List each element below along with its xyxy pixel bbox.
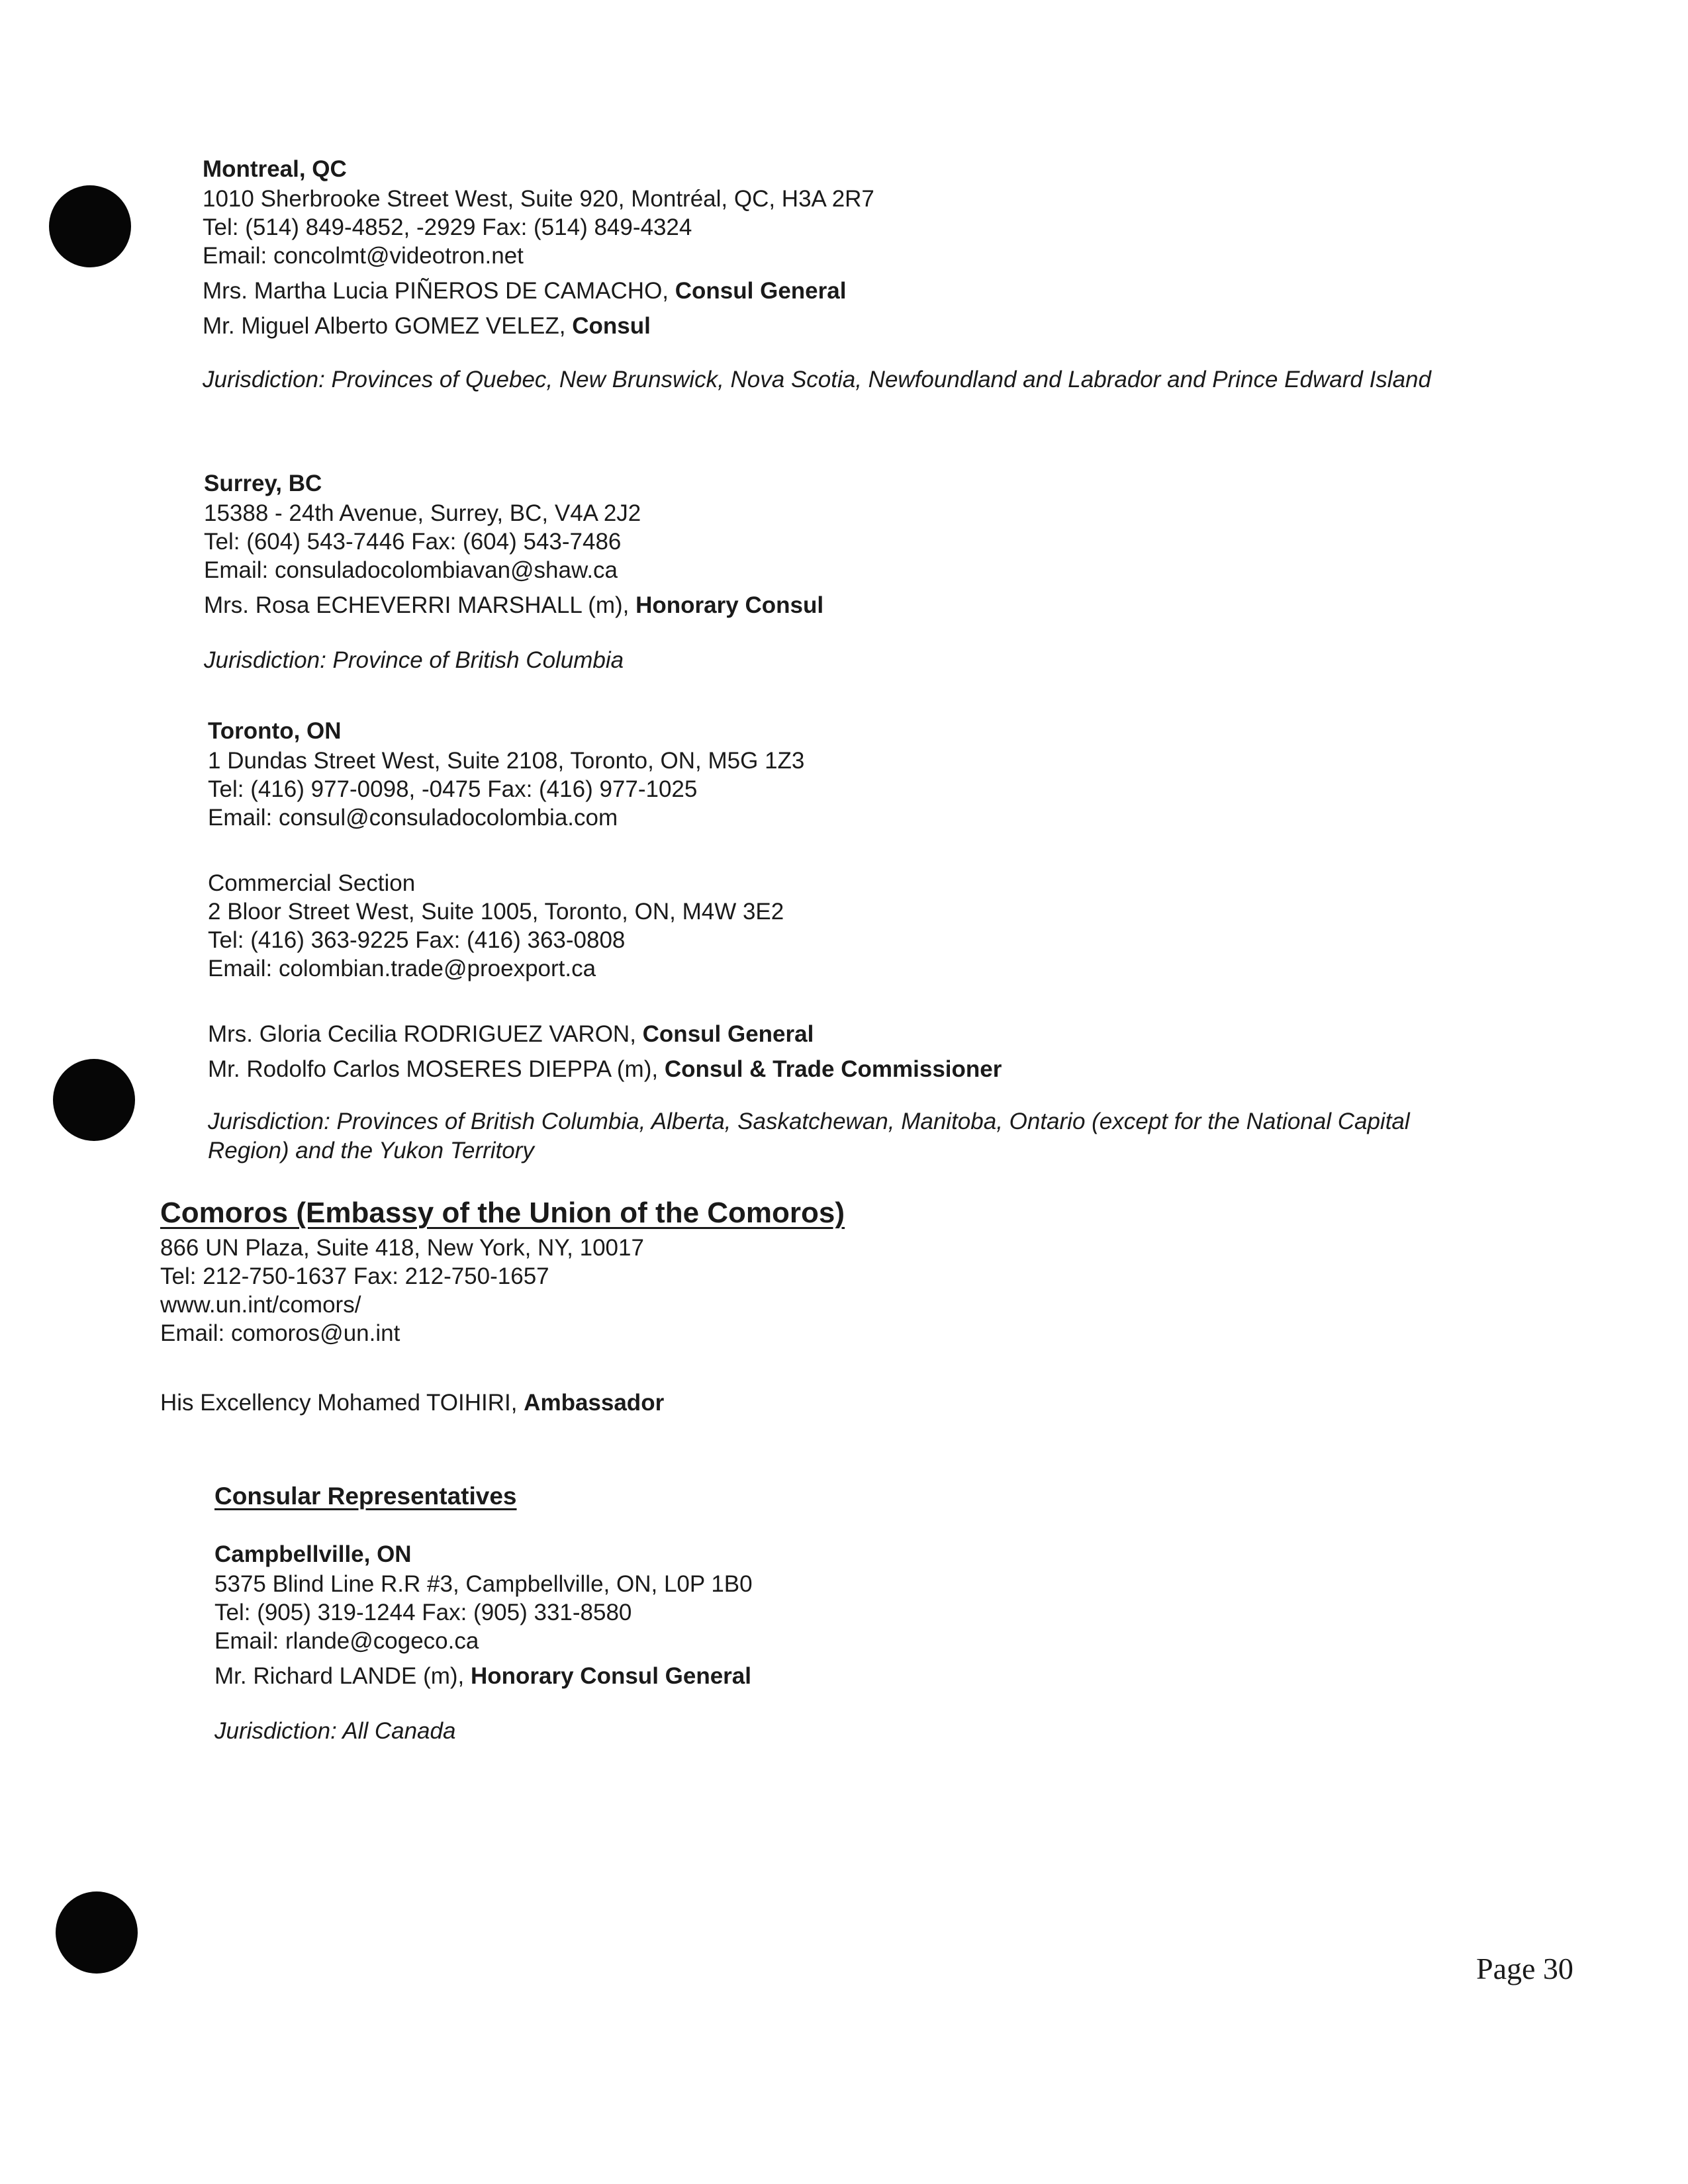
punch-hole-top: [49, 185, 131, 267]
commercial-email: Email: colombian.trade@proexport.ca: [208, 956, 596, 981]
consular-representatives: [214, 1481, 753, 1746]
consulate-surrey: [204, 469, 823, 675]
country-comoros: [160, 1195, 845, 1417]
page-number: Page 30: [1476, 1952, 1573, 1985]
email: Email: comoros@un.int: [160, 1320, 400, 1346]
official-name: Mr. Richard LANDE (m),: [214, 1663, 471, 1689]
commercial-phone-fax: Tel: (416) 363-9225 Fax: (416) 363-0808: [208, 927, 626, 953]
address: 1 Dundas Street West, Suite 2108, Toronto, ON, M5G 1Z3: [208, 748, 805, 774]
official-title: Consul General: [675, 278, 847, 304]
country-heading: Comoros (Embassy of the Union of the Comoros): [160, 1197, 845, 1229]
ambassador-row: [160, 1388, 845, 1417]
section-heading: Consular Representatives: [214, 1482, 517, 1510]
official-title: Consul: [572, 313, 651, 339]
address: 15388 - 24th Avenue, Surrey, BC, V4A 2J2: [204, 500, 641, 526]
city-heading: Toronto, ON: [208, 718, 342, 744]
official-row: [208, 1020, 1410, 1048]
official-title: Honorary Consul: [635, 592, 824, 618]
official-row: [214, 1662, 753, 1690]
address: 866 UN Plaza, Suite 418, New York, NY, 10017: [160, 1235, 644, 1261]
official-name: Mr. Miguel Alberto GOMEZ VELEZ,: [203, 313, 573, 339]
phone-fax: Tel: (604) 543-7446 Fax: (604) 543-7486: [204, 529, 622, 555]
jurisdiction-line-1: Jurisdiction: Provinces of British Columbia, Alberta, Saskatchewan, Manitoba, Ontario (except for the National Capital: [208, 1109, 1410, 1134]
official-row: [203, 277, 1431, 305]
official-title: Consul & Trade Commissioner: [664, 1056, 1002, 1082]
jurisdiction: Jurisdiction: Provinces of Quebec, New Brunswick, Nova Scotia, Newfoundland and Labrador and Prince Edward Island: [203, 367, 1431, 392]
city-heading: Surrey, BC: [204, 471, 322, 496]
email: Email: consul@consuladocolombia.com: [208, 805, 618, 831]
official-row: [203, 312, 1431, 340]
ambassador-title: Ambassador: [524, 1390, 665, 1416]
ambassador-name: His Excellency Mohamed TOIHIRI,: [160, 1390, 524, 1416]
phone-fax: Tel: (416) 977-0098, -0475 Fax: (416) 977-1025: [208, 776, 698, 802]
email: Email: consuladocolombiavan@shaw.ca: [204, 557, 618, 583]
phone-fax: Tel: 212-750-1637 Fax: 212-750-1657: [160, 1263, 549, 1289]
city-heading: Campbellville, ON: [214, 1541, 412, 1567]
email: Email: rlande@cogeco.ca: [214, 1628, 479, 1654]
commercial-section-label: Commercial Section: [208, 870, 416, 896]
official-name: Mrs. Rosa ECHEVERRI MARSHALL (m),: [204, 592, 636, 618]
jurisdiction: Jurisdiction: Province of British Columbia: [204, 647, 624, 673]
phone-fax: Tel: (905) 319-1244 Fax: (905) 331-8580: [214, 1600, 632, 1625]
official-title: Consul General: [642, 1021, 814, 1047]
phone-fax: Tel: (514) 849-4852, -2929 Fax: (514) 849-4324: [203, 214, 692, 240]
official-row: [204, 591, 823, 619]
official-name: Mrs. Gloria Cecilia RODRIGUEZ VARON,: [208, 1021, 643, 1047]
email: Email: concolmt@videotron.net: [203, 243, 524, 269]
jurisdiction-line-2: Region) and the Yukon Territory: [208, 1138, 534, 1163]
official-title: Honorary Consul General: [471, 1663, 751, 1689]
address: 1010 Sherbrooke Street West, Suite 920, Montréal, QC, H3A 2R7: [203, 186, 874, 212]
jurisdiction: Jurisdiction: All Canada: [214, 1718, 456, 1744]
website: www.un.int/comors/: [160, 1292, 361, 1318]
official-row: [208, 1055, 1410, 1083]
official-name: Mr. Rodolfo Carlos MOSERES DIEPPA (m),: [208, 1056, 665, 1082]
official-name: Mrs. Martha Lucia PIÑEROS DE CAMACHO,: [203, 278, 675, 304]
punch-hole-middle: [53, 1059, 135, 1141]
consulate-toronto: [208, 716, 1410, 1165]
address: 5375 Blind Line R.R #3, Campbellville, ON, L0P 1B0: [214, 1571, 753, 1597]
punch-hole-bottom: [56, 1891, 138, 1974]
city-heading: Montreal, QC: [203, 156, 347, 182]
commercial-address: 2 Bloor Street West, Suite 1005, Toronto, ON, M4W 3E2: [208, 899, 784, 925]
consulate-montreal: [203, 154, 1431, 394]
